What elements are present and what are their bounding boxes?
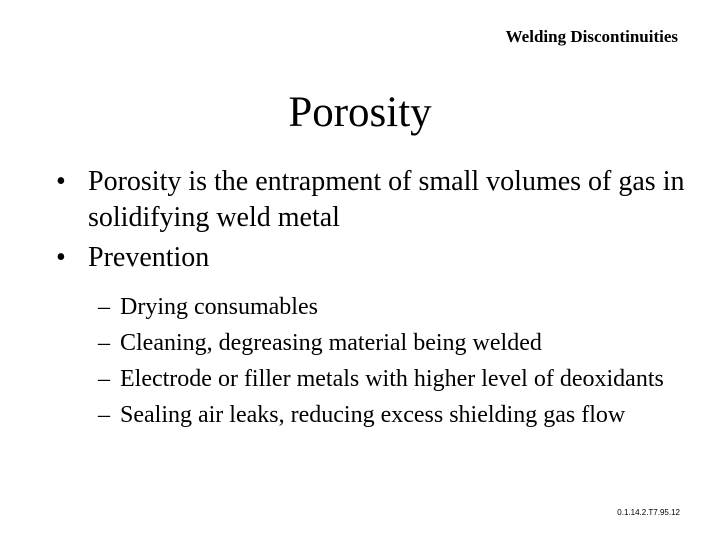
sub-bullet-marker: – bbox=[98, 330, 110, 356]
sub-bullet-marker: – bbox=[98, 294, 110, 320]
sub-bullet-text: Sealing air leaks, reducing excess shielding gas flow bbox=[120, 402, 626, 428]
sub-bullet-marker: – bbox=[98, 366, 110, 392]
bullet-item bbox=[56, 240, 686, 276]
sub-bullet-item bbox=[98, 292, 668, 322]
sub-bullet-text: Electrode or filler metals with higher level of deoxidants bbox=[120, 366, 664, 392]
bullet-text: Porosity is the entrapment of small volumes of gas in solidifying weld metal bbox=[88, 166, 685, 233]
sub-bullet-marker: – bbox=[98, 402, 110, 428]
slide-code: 0.1.14.2.T7.95.12 bbox=[617, 508, 680, 517]
sub-bullet-item bbox=[98, 328, 668, 358]
slide-title: Porosity bbox=[288, 89, 432, 136]
bullet-list bbox=[56, 164, 686, 280]
sub-bullet-item bbox=[98, 364, 668, 394]
bullet-marker: • bbox=[56, 166, 66, 197]
sub-bullet-text: Drying consumables bbox=[120, 294, 318, 320]
sub-bullet-text: Cleaning, degreasing material being welded bbox=[120, 330, 542, 356]
sub-bullet-item bbox=[98, 400, 668, 430]
bullet-text: Prevention bbox=[88, 242, 210, 273]
sub-bullet-list bbox=[98, 292, 668, 436]
bullet-marker: • bbox=[56, 242, 66, 273]
header-label: Welding Discontinuities bbox=[505, 27, 678, 46]
bullet-item bbox=[56, 164, 686, 236]
